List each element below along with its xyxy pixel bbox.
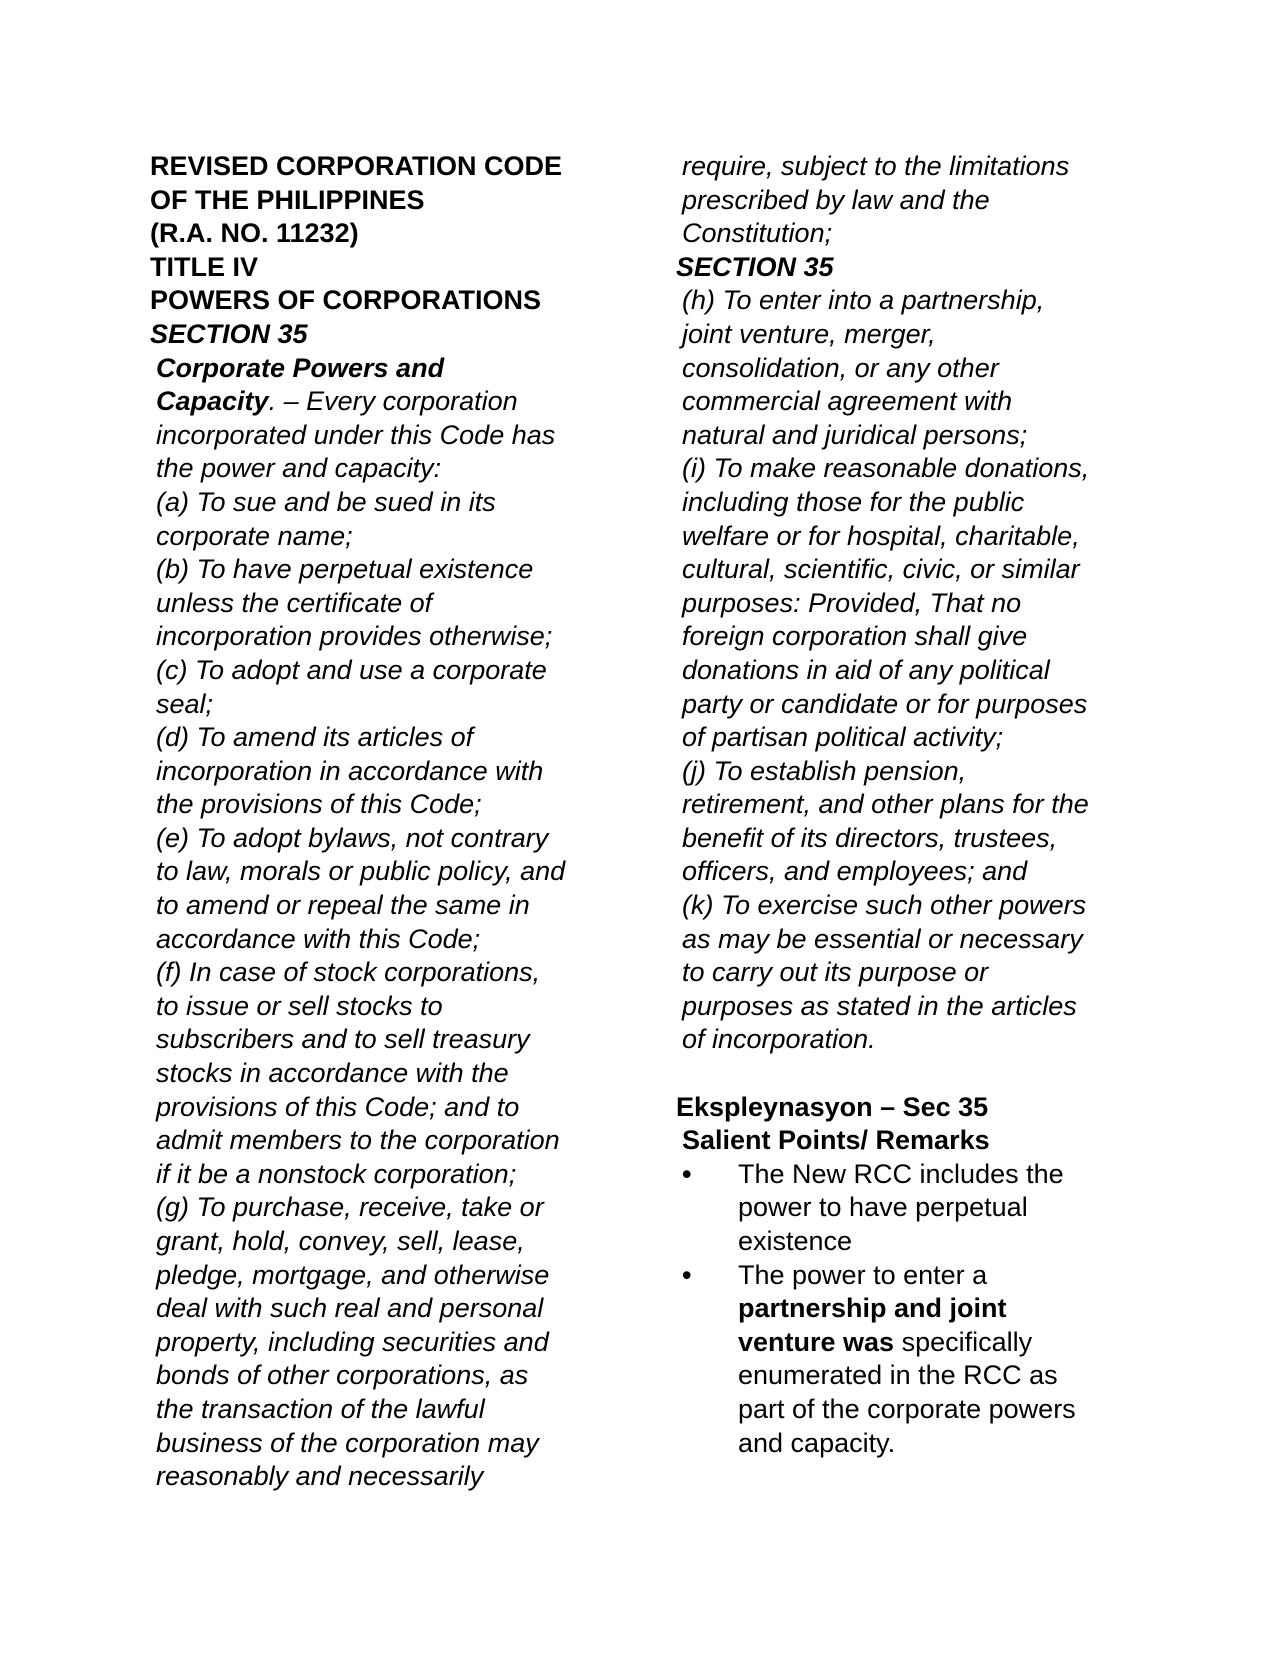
body-line: joint venture, merger, <box>682 318 936 349</box>
list-item <box>682 1259 1146 1461</box>
body-line: to law, morals or public policy, and <box>156 856 566 887</box>
body-line: donations in aid of any political <box>682 654 1050 685</box>
heading-line: TITLE IV <box>150 251 258 282</box>
body-line: (f) In case of stock corporations, <box>156 957 541 988</box>
heading-line: OF THE PHILIPPINES <box>150 184 425 215</box>
body-line: prescribed by law and the <box>682 184 990 215</box>
bullet-text: specifically <box>894 1326 1033 1357</box>
body-line: cultural, scientific, civic, or similar <box>682 554 1080 585</box>
body-line: provisions of this Code; and to <box>156 1091 520 1122</box>
continued-text <box>676 150 1146 251</box>
right-column <box>676 150 1146 1460</box>
body-line: as may be essential or necessary <box>682 923 1083 954</box>
body-line: the provisions of this Code; <box>156 789 482 820</box>
body-line: admit members to the corporation <box>156 1125 560 1156</box>
left-column <box>150 150 620 1494</box>
body-line: (g) To purchase, receive, take or <box>156 1192 544 1223</box>
heading-line: POWERS OF CORPORATIONS <box>150 285 542 316</box>
body-line: of partisan political activity; <box>682 722 1004 753</box>
explanation-heading: Ekspleynasyon – Sec 35 <box>676 1091 989 1122</box>
body-line: incorporated under this Code has <box>156 419 556 450</box>
body-line: deal with such real and personal <box>156 1293 544 1324</box>
body-line: Constitution; <box>682 218 833 249</box>
body-line: the transaction of the lawful <box>156 1393 485 1424</box>
body-line: property, including securities and <box>156 1326 549 1357</box>
body-line: the power and capacity: <box>156 453 442 484</box>
document-heading <box>150 150 620 318</box>
bullet-line: The power to enter a <box>738 1259 988 1290</box>
body-line: subscribers and to sell treasury <box>156 1024 530 1055</box>
body-line: natural and juridical persons; <box>682 419 1028 450</box>
body-line: to carry out its purpose or <box>682 957 989 988</box>
body-line: benefit of its directors, trustees, <box>682 822 1058 853</box>
section-title-continued <box>150 385 620 419</box>
heading-line: (R.A. NO. 11232) <box>150 218 359 249</box>
section-label: SECTION 35 <box>676 251 834 282</box>
body-line: (i) To make reasonable donations, <box>682 453 1090 484</box>
body-line: welfare or for hospital, charitable, <box>682 520 1080 551</box>
body-line: including those for the public <box>682 486 1025 517</box>
bullet-line: part of the corporate powers <box>738 1393 1076 1424</box>
body-line: (a) To sue and be sued in its <box>156 486 496 517</box>
bullet-line-mixed <box>738 1326 1146 1360</box>
section-intro: . – Every corporation <box>268 386 518 417</box>
section-title-bold: Capacity <box>156 386 269 417</box>
body-line: to issue or sell stocks to <box>156 990 443 1021</box>
body-line: consolidation, or any other <box>682 352 999 383</box>
body-line: purposes as stated in the articles <box>682 990 1077 1021</box>
bullet-icon: • <box>682 1259 692 1290</box>
bullet-line: The New RCC includes the <box>738 1158 1064 1189</box>
body-line: incorporation provides otherwise; <box>156 621 553 652</box>
body-line: of incorporation. <box>682 1024 876 1055</box>
body-line: accordance with this Code; <box>156 923 481 954</box>
section-title: Corporate Powers and <box>156 352 445 383</box>
body-line: purposes: Provided, That no <box>682 587 1022 618</box>
bullet-line-bold: partnership and joint <box>738 1293 1007 1324</box>
body-line: unless the certificate of <box>156 587 433 618</box>
body-line: foreign corporation shall give <box>682 621 1028 652</box>
body-line: incorporation in accordance with <box>156 755 544 786</box>
bullet-icon: • <box>682 1158 692 1189</box>
body-line: seal; <box>156 688 214 719</box>
body-line: commercial agreement with <box>682 386 1013 417</box>
body-line: officers, and employees; and <box>682 856 1028 887</box>
body-line: (e) To adopt bylaws, not contrary <box>156 822 549 853</box>
body-line: (h) To enter into a partnership, <box>682 285 1045 316</box>
body-line: party or candidate or for purposes <box>682 688 1088 719</box>
body-line: if it be a nonstock corporation; <box>156 1158 517 1189</box>
body-line: (b) To have perpetual existence <box>156 554 534 585</box>
section-label: SECTION 35 <box>150 318 308 349</box>
body-line: retirement, and other plans for the <box>682 789 1089 820</box>
bullet-line: and capacity. <box>738 1427 896 1458</box>
bullet-bold-text: venture was <box>738 1326 895 1357</box>
body-line: stocks in accordance with the <box>156 1058 509 1089</box>
body-line: require, subject to the limitations <box>682 151 1070 181</box>
body-line: (j) To establish pension, <box>682 755 967 786</box>
section-body <box>150 419 620 1494</box>
bullet-line: existence <box>738 1226 853 1256</box>
body-line: pledge, mortgage, and otherwise <box>156 1259 550 1290</box>
body-line: grant, hold, convey, sell, lease, <box>156 1226 525 1256</box>
body-line: bonds of other corporations, as <box>156 1360 529 1391</box>
body-line: (k) To exercise such other powers <box>682 890 1087 921</box>
section-body <box>676 284 1146 1057</box>
list-item <box>682 1158 1146 1259</box>
body-line: reasonably and necessarily <box>156 1461 484 1492</box>
body-line: (c) To adopt and use a corporate <box>156 654 547 685</box>
body-line: corporate name; <box>156 520 353 551</box>
heading-line: REVISED CORPORATION CODE <box>150 151 563 181</box>
salient-points-list <box>676 1158 1146 1460</box>
body-line: (d) To amend its articles of <box>156 722 474 753</box>
bullet-line: enumerated in the RCC as <box>738 1360 1058 1391</box>
body-line: to amend or repeal the same in <box>156 890 530 921</box>
bullet-line: power to have perpetual <box>738 1192 1028 1223</box>
body-line: business of the corporation may <box>156 1427 539 1458</box>
paragraph-spacer <box>676 1057 1146 1091</box>
salient-points-heading: Salient Points/ Remarks <box>682 1125 990 1156</box>
